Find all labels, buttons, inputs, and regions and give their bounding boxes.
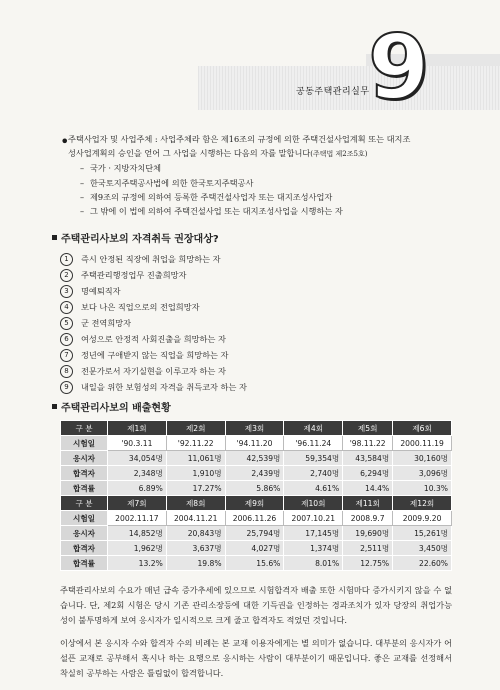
list-item-text: 주택관리행정업무 진출희망자 (81, 270, 187, 281)
recommend-section-title (52, 230, 452, 245)
intro-line-2-ref: (주택법 제2조5호) (310, 150, 368, 159)
table-cell: 1,910명 (166, 466, 225, 481)
list-item (60, 347, 452, 363)
circled-number-icon: 1 (60, 253, 73, 266)
table-cell: 13.2% (108, 556, 167, 571)
intro-item: – 한국토지주택공사법에 의한 한국토지주택공사 (80, 177, 254, 188)
circled-number-icon: 4 (60, 301, 73, 314)
running-header-title: 공동주택관리실무 (296, 87, 370, 97)
table-cell: 2000.11.19 (393, 436, 452, 451)
table-row (61, 421, 452, 436)
table-cell: 22.60% (393, 556, 452, 571)
table-cell: '92.11.22 (166, 436, 225, 451)
intro-definition (60, 132, 452, 218)
intro-item: – 제9조의 규정에 의하여 등록한 주택건설사업자 또는 대지조성사업자 (80, 191, 333, 202)
table-cell: '98.11.22 (343, 436, 393, 451)
table-cell: 2,348명 (108, 466, 167, 481)
recommend-list (60, 251, 452, 395)
circled-number-icon: 8 (60, 365, 73, 378)
table-row (61, 436, 452, 451)
table-cell: 6,294명 (343, 466, 393, 481)
section-square-icon (52, 404, 57, 409)
list-item-text: 여성으로 안정적 사회진출을 희망하는 자 (81, 334, 226, 345)
table-cell: 응시자 (61, 451, 108, 466)
table-cell: 시험일 (61, 511, 108, 526)
table-cell: 합격자 (61, 466, 108, 481)
table-row (61, 556, 452, 571)
table-cell: 제3회 (225, 421, 284, 436)
table-cell: 2,740명 (284, 466, 343, 481)
table-cell: 59,354명 (284, 451, 343, 466)
table-cell: 합격자 (61, 541, 108, 556)
table-cell: 8.01% (284, 556, 343, 571)
list-item (60, 379, 452, 395)
intro-item: – 그 밖에 이 법에 의하여 주택건설사업 또는 대지조성사업을 시행하는 자 (80, 206, 343, 217)
list-item (60, 251, 452, 267)
table-row (61, 481, 452, 496)
table-cell: 17,145명 (284, 526, 343, 541)
table-cell: 15.6% (225, 556, 284, 571)
table-cell: 2002.11.17 (108, 511, 167, 526)
intro-item-text: 국가 · 지방자치단체 (90, 163, 162, 174)
list-item-text: 내일을 위한 보험성의 자격을 취득코자 하는 자 (81, 382, 247, 393)
table-cell: 제9회 (225, 496, 284, 511)
history-table (60, 420, 452, 571)
table-cell: 25,794명 (225, 526, 284, 541)
circled-number-icon: 6 (60, 333, 73, 346)
intro-item-text: 한국토지주택공사법에 의한 한국토지주택공사 (90, 177, 254, 188)
list-item (60, 315, 452, 331)
circled-number-icon: 5 (60, 317, 73, 330)
table-row (61, 541, 452, 556)
intro-line-1: 주택사업자 및 사업주체 : 사업주체라 함은 제16조의 규정에 의한 주택건설사업계획 또는 대지조 (68, 134, 411, 144)
table-row (61, 526, 452, 541)
table-row (61, 451, 452, 466)
intro-item-text: 제9조의 규정에 의하여 등록한 주택건설사업자 또는 대지조성사업자 (90, 191, 333, 202)
list-item-text: 보다 나은 직업으로의 전업희망자 (81, 302, 200, 313)
circled-number-icon: 7 (60, 349, 73, 362)
body-paragraph-1: 주택관리사보의 수요가 매년 급속 증가추세에 있으므로 시험합격자 배출 또한 시험마다 증가시키지 않을 수 없습니다. 단, 제2회 시험은 당시 기존 관리소장등에 대한 기득권을 인정하는 경과조치가 있자 당장의 취업가능성이 불투명하게 보여 응시자가 일시적으로 크게 줄고 합격자도 적었던 것입니다. (60, 585, 452, 626)
table-cell: 15,261명 (393, 526, 452, 541)
table-cell: '90.3.11 (108, 436, 167, 451)
table-cell: 14,852명 (108, 526, 167, 541)
table-cell: 합격률 (61, 556, 108, 571)
list-item (60, 331, 452, 347)
table-cell: 제8회 (166, 496, 225, 511)
table-cell: 2,439명 (225, 466, 284, 481)
table-cell: 2004.11.21 (166, 511, 225, 526)
list-item-text: 정년에 구애받지 않는 직업을 희망하는 자 (81, 350, 229, 361)
list-item-text: 군 전역희망자 (81, 318, 132, 329)
history-section-title (52, 399, 452, 414)
table-cell: 3,637명 (166, 541, 225, 556)
table-cell: 10.3% (393, 481, 452, 496)
table-cell: 19,690명 (343, 526, 393, 541)
table-cell: 5.86% (225, 481, 284, 496)
table-cell: 2007.10.21 (284, 511, 343, 526)
list-item-text: 즉시 안정된 직장에 취업을 희망하는 자 (81, 254, 221, 265)
table-cell: 구 분 (61, 421, 108, 436)
body-paragraph-2: 이상에서 본 응시자 수와 합격자 수의 비례는 본 교재 이용자에게는 별 의미가 없습니다. 대부분의 응시자가 어설픈 교재로 공부해서 혹시나 하는 요행으로 응시하는 사람이 대부분이기 때문입니다. 좋은 교재를 선정해서 착실히 공부하는 사람은 틀림없이 합격합니다. (60, 638, 452, 679)
table-row (61, 466, 452, 481)
circled-number-icon: 3 (60, 285, 73, 298)
table-cell: 제7회 (108, 496, 167, 511)
table-cell: 시험일 (61, 436, 108, 451)
table-cell: 제1회 (108, 421, 167, 436)
table-cell: 11,061명 (166, 451, 225, 466)
table-cell: 제2회 (166, 421, 225, 436)
table-cell: 2009.9.20 (393, 511, 452, 526)
table-cell: 3,096명 (393, 466, 452, 481)
list-item (60, 283, 452, 299)
table-cell: 20,843명 (166, 526, 225, 541)
table-cell: 17.27% (166, 481, 225, 496)
list-item (60, 299, 452, 315)
page-content (60, 132, 452, 681)
table-cell: 제10회 (284, 496, 343, 511)
table-cell: 14.4% (343, 481, 393, 496)
table-cell: 1,374명 (284, 541, 343, 556)
table-cell: 6.89% (108, 481, 167, 496)
circled-number-icon: 2 (60, 269, 73, 282)
table-cell: 19.8% (166, 556, 225, 571)
circled-number-icon: 9 (60, 381, 73, 394)
table-cell: 3,450명 (393, 541, 452, 556)
list-item (60, 363, 452, 379)
table-cell: 2008.9.7 (343, 511, 393, 526)
section-square-icon (52, 235, 57, 240)
table-cell: 2,511명 (343, 541, 393, 556)
table-cell: 제5회 (343, 421, 393, 436)
list-item-text: 전문가로서 자기실현을 이루고자 하는 자 (81, 366, 226, 377)
table-cell: 4,027명 (225, 541, 284, 556)
bullet-marker: • (60, 132, 70, 151)
table-cell: 제11회 (343, 496, 393, 511)
table-cell: 응시자 (61, 526, 108, 541)
table-cell: 30,160명 (393, 451, 452, 466)
table-cell: 구 분 (61, 496, 108, 511)
list-item-text: 명예퇴직자 (81, 286, 121, 297)
table-cell: 제6회 (393, 421, 452, 436)
table-cell: 제12회 (393, 496, 452, 511)
table-row (61, 511, 452, 526)
table-cell: 12.75% (343, 556, 393, 571)
table-cell: 42,539명 (225, 451, 284, 466)
table-cell: '96.11.24 (284, 436, 343, 451)
table-cell: 제4회 (284, 421, 343, 436)
table-cell: 4.61% (284, 481, 343, 496)
list-item (60, 267, 452, 283)
table-cell: 43,584명 (343, 451, 393, 466)
chapter-number: 9 (368, 16, 430, 119)
table-cell: 1,962명 (108, 541, 167, 556)
intro-item-text: 그 밖에 이 법에 의하여 주택건설사업 또는 대지조성사업을 시행하는 자 (90, 206, 343, 217)
table-cell: 34,054명 (108, 451, 167, 466)
history-title-text: 주택관리사보의 배출현황 (61, 403, 171, 415)
table-row (61, 496, 452, 511)
recommend-title-text: 주택관리사보의 자격취득 권장대상? (61, 234, 219, 246)
intro-line-2-text: 성사업계획의 승인을 얻어 그 사업을 시행하는 다음의 자를 말합니다 (68, 148, 311, 159)
intro-item: – 국가 · 지방자치단체 (80, 163, 162, 174)
table-cell: 합격률 (61, 481, 108, 496)
table-cell: 2006.11.26 (225, 511, 284, 526)
table-cell: '94.11.20 (225, 436, 284, 451)
intro-line-2 (68, 146, 452, 161)
